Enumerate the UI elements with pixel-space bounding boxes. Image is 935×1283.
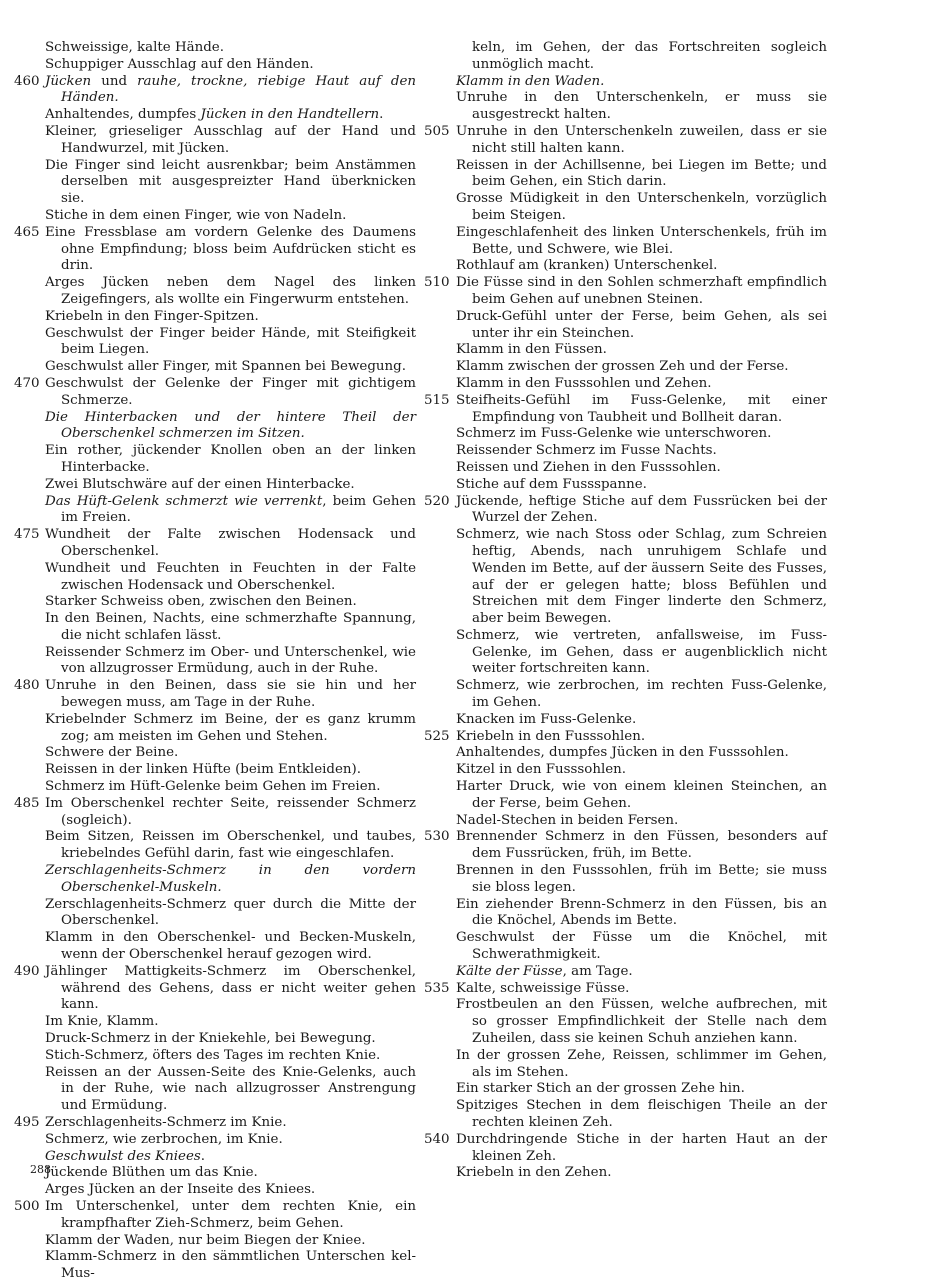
symptom-entry	[30, 208, 416, 225]
entry-text: .	[200, 1148, 206, 1164]
symptom-entry	[30, 477, 416, 494]
entry-text: Kriebelnder Schmerz im Beine, der es ganz krumm zog; am meisten im Gehen und Stehen.	[45, 711, 416, 744]
symptom-entry	[441, 930, 827, 964]
entry-number: 490	[14, 963, 40, 979]
entry-text: Stiche auf dem Fussspanne.	[456, 476, 647, 492]
entry-text: Unruhe in den Unterschenkeln zuweilen, dass er sie nicht still halten kann.	[456, 123, 827, 156]
symptom-entry	[30, 326, 416, 360]
symptom-entry-485	[14, 795, 416, 830]
symptom-entry-465	[14, 224, 416, 275]
symptom-entry	[441, 1081, 827, 1098]
symptom-entry	[441, 158, 827, 192]
entry-text: Schmerz, wie vertreten, anfallsweise, im Fuss-Gelenke, im Gehen, dass er augenblicklich nicht weiter fortschreiten kann.	[456, 627, 827, 677]
entry-number: 505	[424, 123, 450, 139]
entry-text: Klamm der Waden, nur beim Biegen der Kniee.	[45, 1232, 366, 1248]
entry-text: Schweissige, kalte Hände.	[45, 40, 224, 55]
entry-text: Geschwulst aller Finger, mit Spannen bei Bewegung.	[45, 359, 406, 375]
entry-text: Reissen in der Achillsenne, bei Liegen im Bette; und beim Gehen, ein Stich darin.	[456, 157, 827, 190]
symptom-entry	[30, 779, 416, 796]
symptom-entry	[441, 258, 827, 275]
symptom-entry	[441, 1048, 827, 1082]
entry-text: Beim Sitzen, Reissen im Oberschenkel, und taubes, kriebelndes Gefühl darin, fast wie eingeschlafen.	[45, 829, 416, 862]
symptom-entry	[30, 275, 416, 309]
entry-number: 475	[14, 527, 40, 543]
symptom-entry	[30, 930, 416, 964]
symptom-entry	[441, 40, 827, 74]
entry-text: In der grossen Zehe, Reissen, schlimmer im Gehen, als im Stehen.	[456, 1047, 827, 1080]
entry-text: Rothlauf am (kranken) Unterschenkel.	[456, 258, 718, 274]
entry-number: 470	[14, 375, 40, 391]
entry-text: Kriebeln in den Fusssohlen.	[456, 728, 646, 744]
symptom-entry	[30, 645, 416, 679]
symptom-entry	[441, 863, 827, 897]
symptom-entry-535	[424, 980, 827, 998]
symptom-entry-530	[424, 829, 827, 863]
entry-number: 495	[14, 1115, 40, 1130]
entry-text: Schmerz im Hüft-Gelenke beim Gehen im Freien.	[45, 779, 381, 795]
symptom-entry	[441, 897, 827, 931]
entry-text: Reissender Schmerz im Fusse Nachts.	[456, 443, 717, 459]
entry-text: Im Knie, Klamm.	[45, 1014, 159, 1030]
entry-number: 460	[14, 73, 40, 89]
entry-text: Klamm in den Oberschenkel- und Becken-Muskeln, wenn der Oberschenkel herauf gezogen wird.	[45, 930, 416, 963]
symptom-entry-540	[424, 1131, 827, 1166]
entry-text: Druck-Schmerz in der Kniekehle, bei Bewegung.	[45, 1031, 376, 1047]
symptom-entry	[441, 527, 827, 628]
entry-text: Schmerz, wie zerbrochen, im Knie.	[45, 1131, 283, 1147]
entry-text: Schmerz, wie nach Stoss oder Schlag, zum Schreien heftig, Abends, nach unruhigem Schlafe und Wenden im Bette, auf der äussern Seite des Fusses, auf der er gelegen hatte; bloss Befühlen und Streichen mit dem Finger linderte den Schmerz, aber beim Bewegen.	[456, 527, 827, 627]
entry-text: Unruhe in den Beinen, dass sie sie hin und her bewegen muss, am Tage in der Ruhe.	[45, 678, 416, 711]
entry-text: Geschwulst der Gelenke der Finger mit gichtigem Schmerze.	[45, 375, 416, 408]
symptom-entry	[441, 460, 827, 477]
entry-text: Im Unterschenkel, unter dem rechten Knie, ein krampfhafter Zieh-Schmerz, beim Gehen.	[45, 1198, 416, 1231]
symptom-entry-475	[14, 527, 416, 561]
entry-text: Zwei Blutschwäre auf der einen Hinterbacke.	[45, 476, 355, 492]
symptom-entry-470	[14, 375, 416, 410]
entry-text: Ein starker Stich an der grossen Zehe hin.	[456, 1081, 745, 1097]
symptom-entry	[30, 124, 416, 158]
entry-text: Reissen und Ziehen in den Fusssohlen.	[456, 459, 721, 475]
entry-text: Schmerz, wie zerbrochen, im rechten Fuss-Gelenke, im Gehen.	[456, 678, 827, 711]
entry-text: .	[379, 107, 384, 123]
symptom-entry	[30, 57, 416, 74]
symptom-entry	[441, 712, 827, 729]
symptom-entry	[30, 1149, 416, 1166]
italic-text: Klamm in den Waden.	[456, 73, 605, 89]
entry-number: 500	[14, 1198, 40, 1214]
symptom-entry	[30, 1031, 416, 1048]
symptom-entry-505	[424, 123, 827, 158]
entry-text: Kalte, schweissige Füsse.	[456, 980, 630, 996]
symptom-entry	[441, 309, 827, 343]
entry-text: Wundheit der Falte zwischen Hodensack und Oberschenkel.	[45, 527, 416, 559]
symptom-entry	[441, 426, 827, 443]
symptom-entry	[30, 829, 416, 863]
entry-text: Anhaltendes, dumpfes	[45, 107, 201, 123]
entry-number: 480	[14, 678, 40, 694]
entry-text: Jückende, heftige Stiche auf dem Fussrücken bei der Wurzel der Zehen.	[456, 493, 827, 526]
italic-text: Das Hüft-Gelenk schmerzt wie verrenkt	[45, 493, 323, 509]
entry-number: 515	[424, 392, 450, 408]
entry-text: Jählinger Mattigkeits-Schmerz im Oberschenkel, während des Gehens, dass er nicht weiter gehen kann.	[45, 963, 416, 1013]
symptom-entry	[30, 712, 416, 746]
symptom-entry	[441, 779, 827, 813]
symptom-entry	[30, 1165, 416, 1182]
symptom-entry	[441, 762, 827, 779]
entry-text: Klamm-Schmerz in den sämmtlichen Unterschen kel-Mus-	[45, 1249, 416, 1282]
entry-text: Reissender Schmerz im Ober- und Unterschenkel, wie von allzugrosser Ermüdung, auch in der Ruhe.	[45, 644, 416, 677]
italic-text: Die Hinterbacken und der hintere Theil der Oberschenkel schmerzen im Sitzen.	[45, 409, 416, 442]
entry-text: Klamm zwischen der grossen Zeh und der Ferse.	[456, 359, 789, 375]
entry-text: und	[91, 73, 138, 89]
entry-text: Schuppiger Ausschlag auf den Händen.	[45, 56, 314, 72]
symptom-entry	[441, 74, 827, 91]
entry-text: Steifheits-Gefühl im Fuss-Gelenke, mit einer Empfindung von Taubheit und Bollheit daran.	[456, 392, 827, 425]
entry-text: Schwere der Beine.	[45, 745, 179, 761]
entry-text: Ein rother, jückender Knollen oben an der linken Hinterbacke.	[45, 443, 416, 475]
symptom-entry	[441, 964, 827, 981]
symptom-entry-510	[424, 275, 827, 309]
symptom-entry	[441, 376, 827, 393]
entry-text: Arges Jücken an der Inseite des Kniees.	[45, 1182, 316, 1198]
symptom-entry	[30, 1182, 416, 1199]
symptom-entry	[441, 813, 827, 830]
entry-text: Nadel-Stechen in beiden Fersen.	[456, 812, 679, 828]
italic-text: Geschwulst des Kniees	[45, 1148, 201, 1164]
symptom-entry	[30, 40, 416, 57]
entry-text: Durchdringende Stiche in der harten Haut an der kleinen Zeh.	[456, 1131, 827, 1164]
entry-text: Unruhe in den Unterschenkeln, er muss sie ausgestreckt halten.	[456, 90, 827, 123]
italic-text: Jücken in den Handtellern	[200, 107, 380, 123]
entry-text: , beim Gehen im Freien.	[61, 493, 416, 526]
italic-text: rauhe, trockne, riebige Haut auf den Händen.	[61, 73, 416, 106]
symptom-entry	[30, 1132, 416, 1149]
symptom-entry	[30, 863, 416, 897]
symptom-entry	[30, 410, 416, 444]
symptom-entry	[30, 1249, 416, 1283]
right-column	[424, 40, 827, 1182]
symptom-entry	[30, 897, 416, 931]
entry-number: 520	[424, 493, 450, 509]
symptom-entry-480	[14, 678, 416, 712]
symptom-entry	[30, 762, 416, 779]
entry-text: Starker Schweiss oben, zwischen den Beinen.	[45, 594, 357, 610]
symptom-entry	[30, 107, 416, 124]
left-column	[14, 40, 416, 1283]
symptom-entry	[30, 1048, 416, 1065]
entry-text: Die Füsse sind in den Sohlen schmerzhaft empfindlich beim Gehen auf unebnen Steinen.	[456, 275, 827, 307]
symptom-entry	[30, 158, 416, 208]
entry-text: Kleiner, grieseliger Ausschlag auf der Hand und Handwurzel, mit Jücken.	[45, 123, 416, 156]
symptom-entry	[30, 561, 416, 595]
entry-text: Kitzel in den Fusssohlen.	[456, 762, 627, 778]
symptom-entry	[30, 611, 416, 645]
symptom-entry	[30, 745, 416, 762]
entry-text: Wundheit und Feuchten in Feuchten in der Falte zwischen Hodensack und Oberschenkel.	[45, 560, 416, 593]
symptom-entry-460	[14, 73, 416, 108]
symptom-entry	[30, 359, 416, 376]
entry-text: Geschwulst der Finger beider Hände, mit Steifigkeit beim Liegen.	[45, 325, 416, 358]
entry-text: Geschwulst der Füsse um die Knöchel, mit Schwerathmigkeit.	[456, 930, 827, 963]
entry-text: Arges Jücken neben dem Nagel des linken Zeigefingers, als wollte ein Fingerwurm entstehen.	[45, 275, 416, 307]
entry-text: Eingeschlafenheit des linken Unterschenkels, früh im Bette, und Schwere, wie Blei.	[456, 224, 827, 257]
entry-text: Brennen in den Fusssohlen, früh im Bette; sie muss sie bloss legen.	[456, 863, 827, 895]
symptom-entry	[441, 342, 827, 359]
symptom-entry	[30, 443, 416, 477]
italic-text: Kälte der Füsse	[456, 963, 563, 979]
entry-text: Klamm in den Füssen.	[456, 342, 607, 358]
symptom-entry	[441, 443, 827, 460]
symptom-entry-495	[14, 1115, 416, 1132]
entry-text: Harter Druck, wie von einem kleinen Steinchen, an der Ferse, beim Gehen.	[456, 779, 827, 811]
entry-text: Im Oberschenkel rechter Seite, reissender Schmerz (sogleich).	[45, 795, 416, 828]
symptom-entry	[30, 1014, 416, 1031]
symptom-entry	[30, 309, 416, 326]
symptom-entry-500	[14, 1198, 416, 1233]
entry-number: 535	[424, 980, 450, 996]
symptom-entry-525	[424, 728, 827, 746]
entry-number: 525	[424, 728, 450, 744]
symptom-entry	[30, 1065, 416, 1115]
entry-text: In den Beinen, Nachts, eine schmerzhafte Spannung, die nicht schlafen lässt.	[45, 611, 416, 643]
entry-number: 530	[424, 829, 450, 845]
entry-number: 540	[424, 1131, 450, 1147]
symptom-entry	[441, 191, 827, 225]
italic-text: Jücken	[45, 73, 92, 89]
entry-text: Reissen in der linken Hüfte (beim Entkleiden).	[45, 762, 362, 778]
italic-text: Zerschlagenheits-Schmerz in den vordern Oberschenkel-Muskeln.	[45, 863, 416, 895]
entry-text: Kriebeln in den Finger-Spitzen.	[45, 308, 259, 324]
symptom-entry-520	[424, 493, 827, 528]
symptom-entry	[441, 90, 827, 124]
entry-text: Eine Fressblase am vordern Gelenke des Daumens ohne Empfindung; bloss beim Aufdrücken sticht es drin.	[45, 224, 416, 274]
symptom-entry	[441, 745, 827, 762]
entry-text: Zerschlagenheits-Schmerz im Knie.	[45, 1115, 287, 1130]
symptom-entry	[441, 1098, 827, 1132]
entry-text: Anhaltendes, dumpfes Jücken in den Fusssohlen.	[456, 745, 789, 761]
entry-text: , am Tage.	[562, 963, 633, 979]
entry-text: Frostbeulen an den Füssen, welche aufbrechen, mit so grosser Empfindlichkeit der Stelle nach dem Zuheilen, dass sie keinen Schuh anziehen kann.	[456, 997, 827, 1047]
symptom-entry	[441, 997, 827, 1047]
entry-text: Kriebeln in den Zehen.	[456, 1165, 612, 1181]
page-number: 288	[30, 1163, 51, 1176]
entry-text: Reissen an der Aussen-Seite des Knie-Gelenks, auch in der Ruhe, wie nach allzugrosser Anstrengung und Ermüdung.	[45, 1064, 416, 1114]
entry-text: Die Finger sind leicht ausrenkbar; beim Anstämmen derselben mit ausgespreizter Hand überknicken sie.	[45, 157, 416, 207]
entry-text: Stiche in dem einen Finger, wie von Nadeln.	[45, 207, 347, 223]
symptom-entry-490	[14, 963, 416, 1014]
entry-text: Klamm in den Fusssohlen und Zehen.	[456, 375, 712, 391]
symptom-entry	[441, 1165, 827, 1182]
entry-text: Schmerz im Fuss-Gelenke wie unterschworen.	[456, 426, 772, 442]
entry-text: Zerschlagenheits-Schmerz quer durch die Mitte der Oberschenkel.	[45, 896, 416, 929]
entry-number: 485	[14, 795, 40, 811]
symptom-entry-515	[424, 392, 827, 427]
entry-text: Knacken im Fuss-Gelenke.	[456, 711, 637, 727]
entry-text: keln, im Gehen, der das Fortschreiten sogleich unmöglich macht.	[472, 40, 827, 72]
symptom-entry	[441, 678, 827, 712]
symptom-entry	[441, 628, 827, 678]
entry-text: Spitziges Stechen in dem fleischigen Theile an der rechten kleinen Zeh.	[456, 1098, 827, 1130]
entry-number: 510	[424, 275, 450, 291]
symptom-entry	[441, 359, 827, 376]
entry-text: Brennender Schmerz in den Füssen, besonders auf dem Fussrücken, früh, im Bette.	[456, 829, 827, 862]
entry-text: Druck-Gefühl unter der Ferse, beim Gehen, als sei unter ihr ein Steinchen.	[456, 308, 827, 341]
entry-text: Grosse Müdigkeit in den Unterschenkeln, vorzüglich beim Steigen.	[456, 191, 827, 223]
symptom-entry	[30, 1233, 416, 1250]
symptom-entry	[30, 494, 416, 528]
entry-number: 465	[14, 224, 40, 240]
entry-text: Ein ziehender Brenn-Schmerz in den Füssen, bis an die Knöchel, Abends im Bette.	[456, 896, 827, 929]
entry-text: Jückende Blüthen um das Knie.	[45, 1165, 258, 1181]
symptom-entry	[441, 477, 827, 494]
symptom-entry	[441, 225, 827, 259]
symptom-entry	[30, 594, 416, 611]
entry-text: Stich-Schmerz, öfters des Tages im rechten Knie.	[45, 1047, 381, 1063]
